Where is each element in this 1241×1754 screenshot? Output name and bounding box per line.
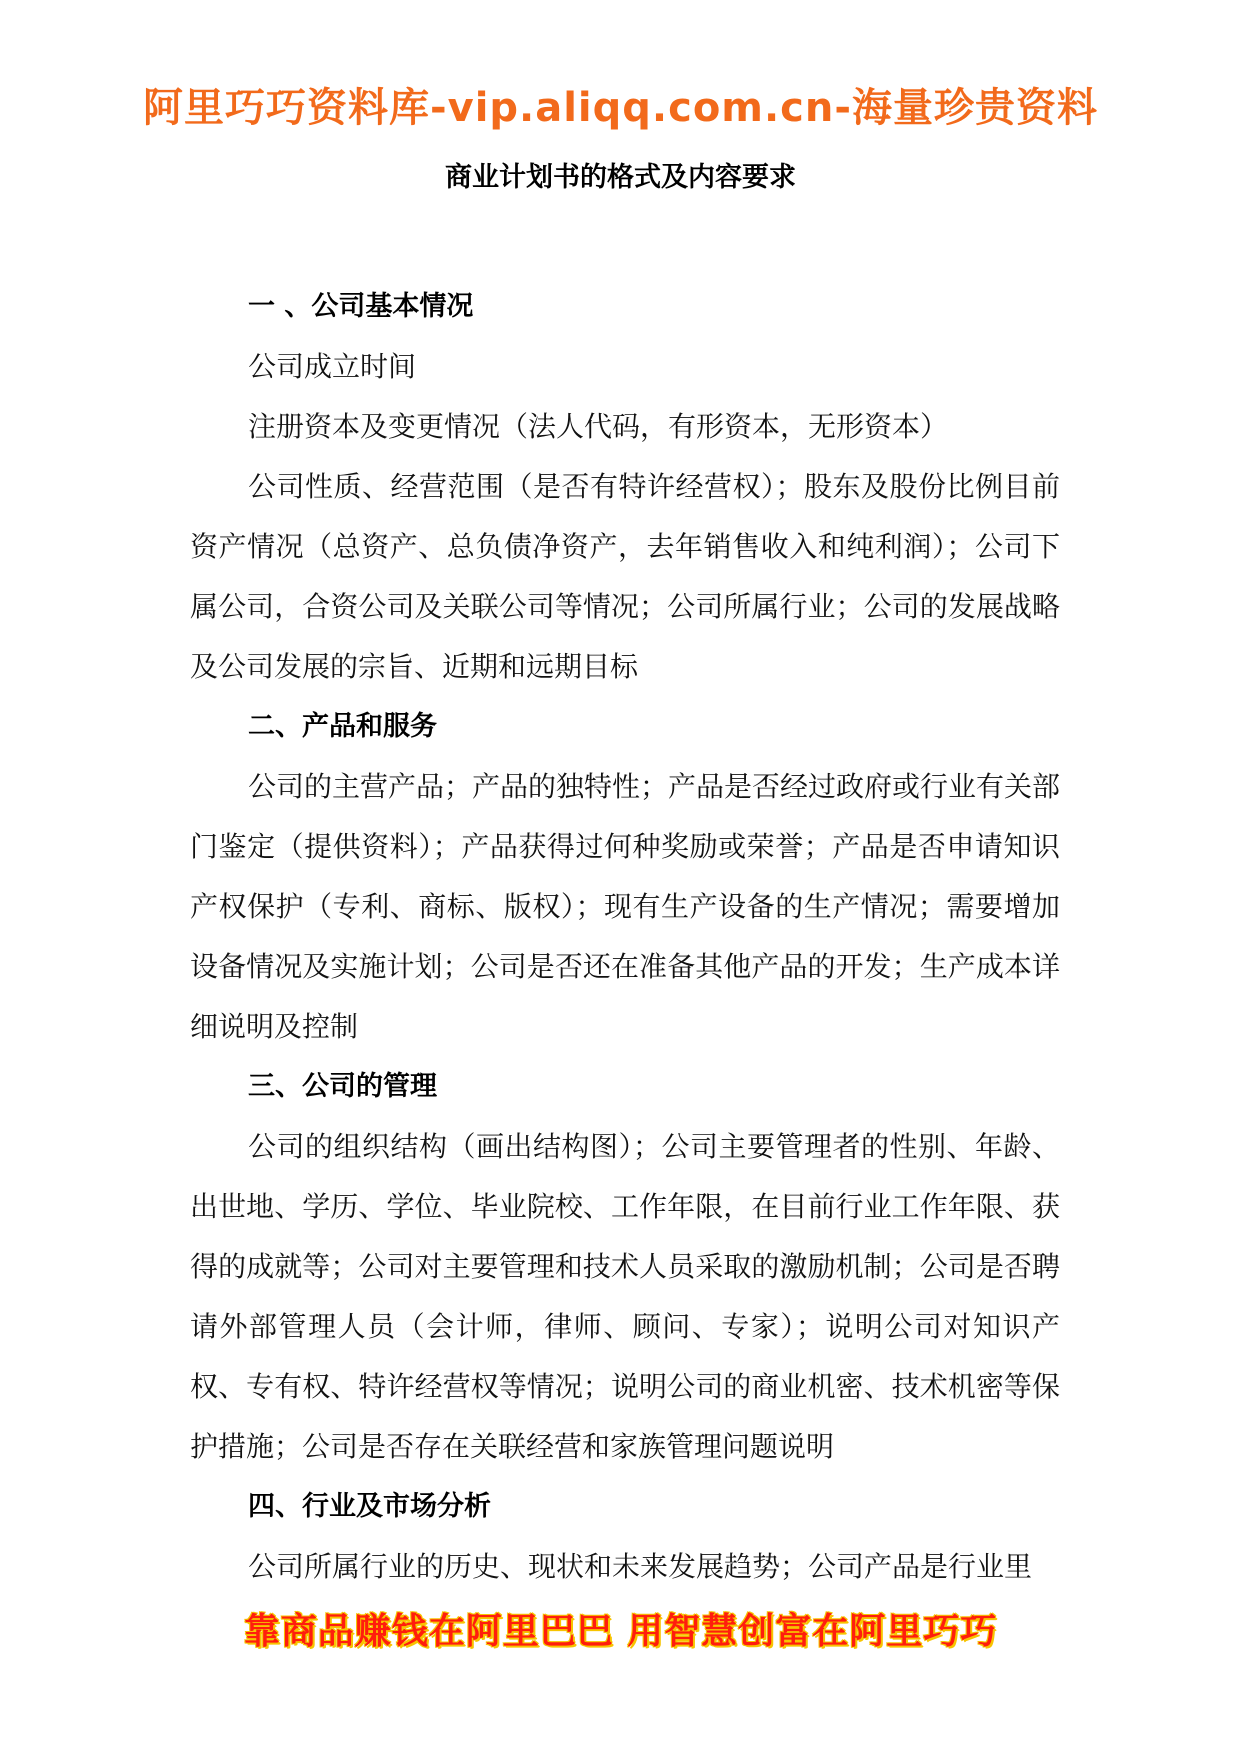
document-body xyxy=(190,277,1060,1597)
header-banner: 阿里巧巧资料库-vip.aliqq.com.cn-海量珍贵资料 xyxy=(143,85,1098,131)
registered-capital-line: 注册资本及变更情况（法人代码，有形资本，无形资本） xyxy=(248,410,949,443)
management-paragraph: 公司的组织结构（画出结构图）；公司主要管理者的性别、年龄、出世地、学历、学位、毕业院校、工作年限，在目前行业工作年限、获得的成就等；公司对主要管理和技术人员采取的激励机制；公司是否聘请外部管理人员（会计师，律师、顾问、专家）；说明公司对知识产权、专有权、特许经营权等情况；说明公司的商业机密、技术机密等保护措施；公司是否存在关联经营和家族管理问题说明 xyxy=(190,1130,1060,1463)
company-basics-paragraph: 公司性质、经营范围（是否有特许经营权）；股东及股份比例目前资产情况（总资产、总负债净资产，去年销售收入和纯利润）；公司下属公司，合资公司及关联公司等情况；公司所属行业；公司的发展战略及公司发展的宗旨、近期和远期目标 xyxy=(190,470,1060,683)
section-heading-management: 三、公司的管理 xyxy=(248,1071,437,1102)
section-heading-market: 四、行业及市场分析 xyxy=(248,1491,491,1522)
document-title: 商业计划书的格式及内容要求 xyxy=(445,162,796,193)
section-heading-company-basics: 一 、公司基本情况 xyxy=(248,291,474,322)
company-founding-line: 公司成立时间 xyxy=(248,350,417,383)
footer-banner: 靠商品赚钱在阿里巴巴 用智慧创富在阿里巧巧 xyxy=(243,1611,998,1652)
products-paragraph: 公司的主营产品；产品的独特性；产品是否经过政府或行业有关部门鉴定（提供资料）；产品获得过何种奖励或荣誉；产品是否申请知识产权保护（专利、商标、版权）；现有生产设备的生产情况；需要增加设备情况及实施计划；公司是否还在准备其他产品的开发；生产成本详细说明及控制 xyxy=(190,770,1061,1043)
market-paragraph: 公司所属行业的历史、现状和未来发展趋势；公司产品是行业里 xyxy=(248,1550,1033,1583)
section-heading-products: 二、产品和服务 xyxy=(248,711,437,742)
